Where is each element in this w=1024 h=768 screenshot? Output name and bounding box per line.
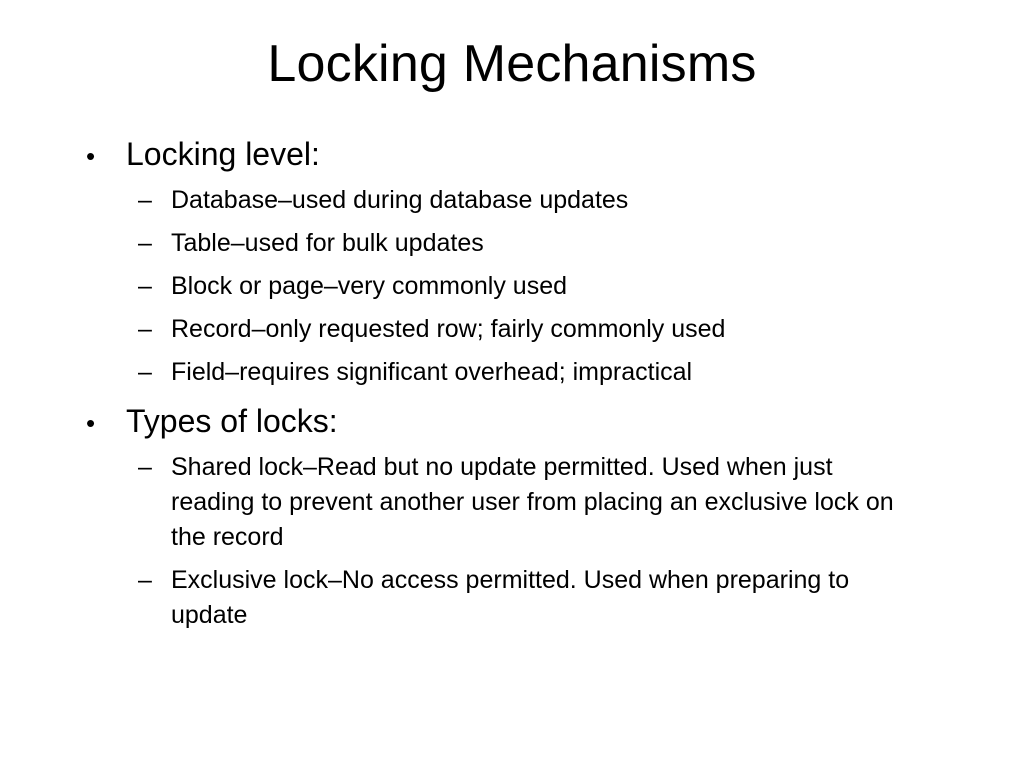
bullet-icon: •: [86, 141, 96, 171]
sub-item: [138, 450, 898, 555]
sub-item-text: Database–used during database updates: [171, 186, 629, 214]
sub-item: [138, 269, 898, 304]
dash-icon: –: [138, 186, 152, 214]
sub-item: [138, 312, 898, 347]
sub-item-text: Table–used for bulk updates: [171, 229, 484, 257]
sub-item: [138, 355, 898, 390]
dash-icon: –: [138, 358, 152, 386]
sub-item-text: Shared lock–Read but no update permitted. Used when just reading to prevent another user from placing an exclusive lock on the record: [171, 453, 894, 551]
sub-item-text: Exclusive lock–No access permitted. Used when preparing to update: [171, 566, 850, 629]
sub-list-types-of-locks: [86, 450, 946, 633]
sub-item-text: Record–only requested row; fairly commonly used: [171, 315, 726, 343]
sub-item: [138, 226, 898, 261]
bullet-heading: Types of locks:: [126, 403, 338, 439]
slide-title: Locking Mechanisms: [267, 35, 757, 93]
bullet-icon: •: [86, 408, 96, 438]
dash-icon: –: [138, 315, 152, 343]
slide-body: [86, 131, 946, 641]
bullet-locking-level: [86, 131, 946, 179]
dash-icon: –: [138, 566, 152, 594]
sub-item-text: Block or page–very commonly used: [171, 272, 568, 300]
sub-list-locking-level: [86, 183, 946, 390]
dash-icon: –: [138, 229, 152, 257]
sub-item-text: Field–requires significant overhead; impractical: [171, 358, 693, 386]
dash-icon: –: [138, 272, 152, 300]
sub-item: [138, 563, 898, 633]
dash-icon: –: [138, 453, 152, 481]
sub-item: [138, 183, 898, 218]
bullet-types-of-locks: [86, 398, 946, 446]
bullet-heading: Locking level:: [126, 136, 320, 172]
